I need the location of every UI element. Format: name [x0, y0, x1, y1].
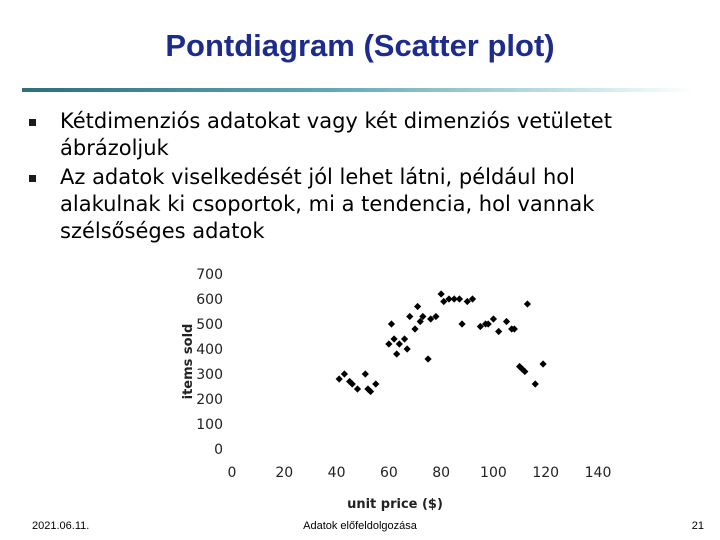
data-point [490, 315, 497, 322]
data-point [390, 335, 397, 342]
data-point [456, 295, 463, 302]
data-point [438, 290, 445, 297]
data-point [503, 318, 510, 325]
y-axis-label: items sold [181, 323, 196, 400]
x-tick-label: 140 [584, 465, 612, 481]
y-tick-label: 600 [196, 292, 223, 308]
x-tick-label: 0 [227, 465, 237, 481]
data-point [336, 375, 343, 382]
square-bullet-icon [29, 175, 36, 182]
bullet-item [28, 164, 678, 245]
data-point [354, 385, 361, 392]
data-point [362, 370, 369, 377]
x-tick-label: 120 [532, 465, 560, 481]
data-point [495, 328, 502, 335]
x-tick-label: 40 [327, 465, 346, 481]
data-point [396, 340, 403, 347]
data-point [341, 370, 348, 377]
y-tick-label: 700 [196, 267, 223, 283]
footer-title: Adatok előfeldolgozása [303, 520, 417, 532]
data-point [372, 380, 379, 387]
data-point [414, 303, 421, 310]
data-point [458, 320, 465, 327]
data-point [411, 325, 418, 332]
slide-number: 21 [691, 520, 704, 532]
scatter-chart [170, 262, 620, 517]
x-tick-label: 80 [432, 465, 451, 481]
y-tick-label: 100 [196, 417, 223, 433]
square-bullet-icon [29, 119, 36, 126]
y-tick-label: 300 [196, 367, 223, 383]
bullet-text: Kétdimenziós adatokat vagy két dimenziós vetületet ábrázoljuk [60, 109, 612, 160]
y-tick-label: 400 [196, 342, 223, 358]
data-point [524, 300, 531, 307]
y-tick-label: 500 [196, 317, 223, 333]
title-underline [22, 88, 694, 92]
data-point [404, 345, 411, 352]
x-tick-label: 20 [275, 465, 294, 481]
data-point [388, 320, 395, 327]
bullet-list [28, 108, 678, 247]
bullet-item [28, 108, 678, 162]
data-point [540, 360, 547, 367]
y-tick-label: 200 [196, 392, 223, 408]
data-point [406, 313, 413, 320]
data-point [393, 350, 400, 357]
slide-title: Pontdiagram (Scatter plot) [165, 28, 555, 63]
data-point [532, 380, 539, 387]
data-point [424, 355, 431, 362]
y-tick-label: 0 [214, 442, 223, 458]
x-tick-label: 100 [480, 465, 507, 481]
x-tick-label: 60 [379, 465, 398, 481]
footer-date: 2021.06.11. [32, 520, 90, 532]
x-axis-label: unit price ($) [347, 497, 443, 512]
data-point [385, 340, 392, 347]
data-point [401, 335, 408, 342]
bullet-text: Az adatok viselkedését jól lehet látni, például hol alakulnak ki csoportok, mi a tendencia, hol vannak szélsőséges adatok [60, 165, 595, 243]
